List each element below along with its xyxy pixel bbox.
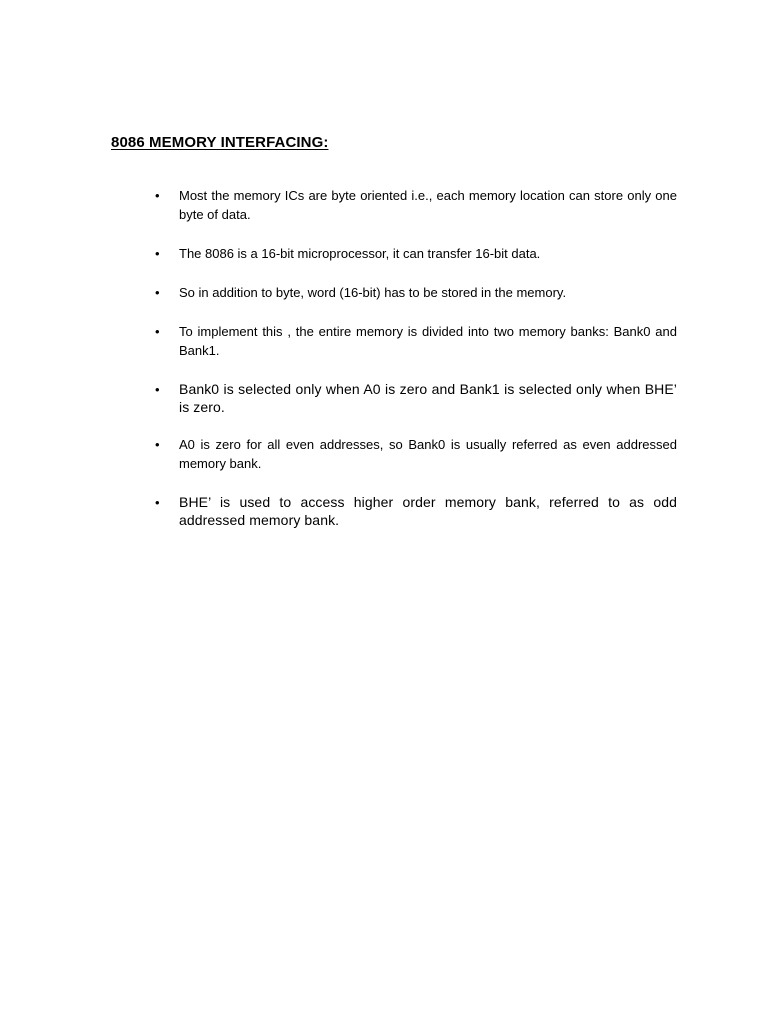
bullet-text: To implement this , the entire memory is divided into two memory banks: Bank0 and Bank1. <box>179 324 677 358</box>
bullet-text: So in addition to byte, word (16-bit) has to be stored in the memory. <box>179 285 567 300</box>
bullet-icon: • <box>155 324 160 339</box>
bullet-icon: • <box>155 382 160 397</box>
bullet-text: Most the memory ICs are byte oriented i.e., each memory location can store only one byte of data. <box>179 188 677 222</box>
bullet-icon: • <box>155 246 160 261</box>
bullet-icon: • <box>155 437 160 452</box>
bullet-text: BHE’ is used to access higher order memory bank, referred to as odd addressed memory bank. <box>179 494 677 528</box>
bullet-icon: • <box>155 285 160 300</box>
bullet-text: A0 is zero for all even addresses, so Bank0 is usually referred as even addressed memory bank. <box>179 437 677 471</box>
bullet-icon: • <box>155 495 160 510</box>
bullet-text: The 8086 is a 16-bit microprocessor, it can transfer 16-bit data. <box>179 246 541 261</box>
bullet-text: Bank0 is selected only when A0 is zero and Bank1 is selected only when BHE’ is zero. <box>179 381 677 415</box>
page-title: 8086 MEMORY INTERFACING: <box>111 134 329 151</box>
bullet-icon: • <box>155 188 160 203</box>
